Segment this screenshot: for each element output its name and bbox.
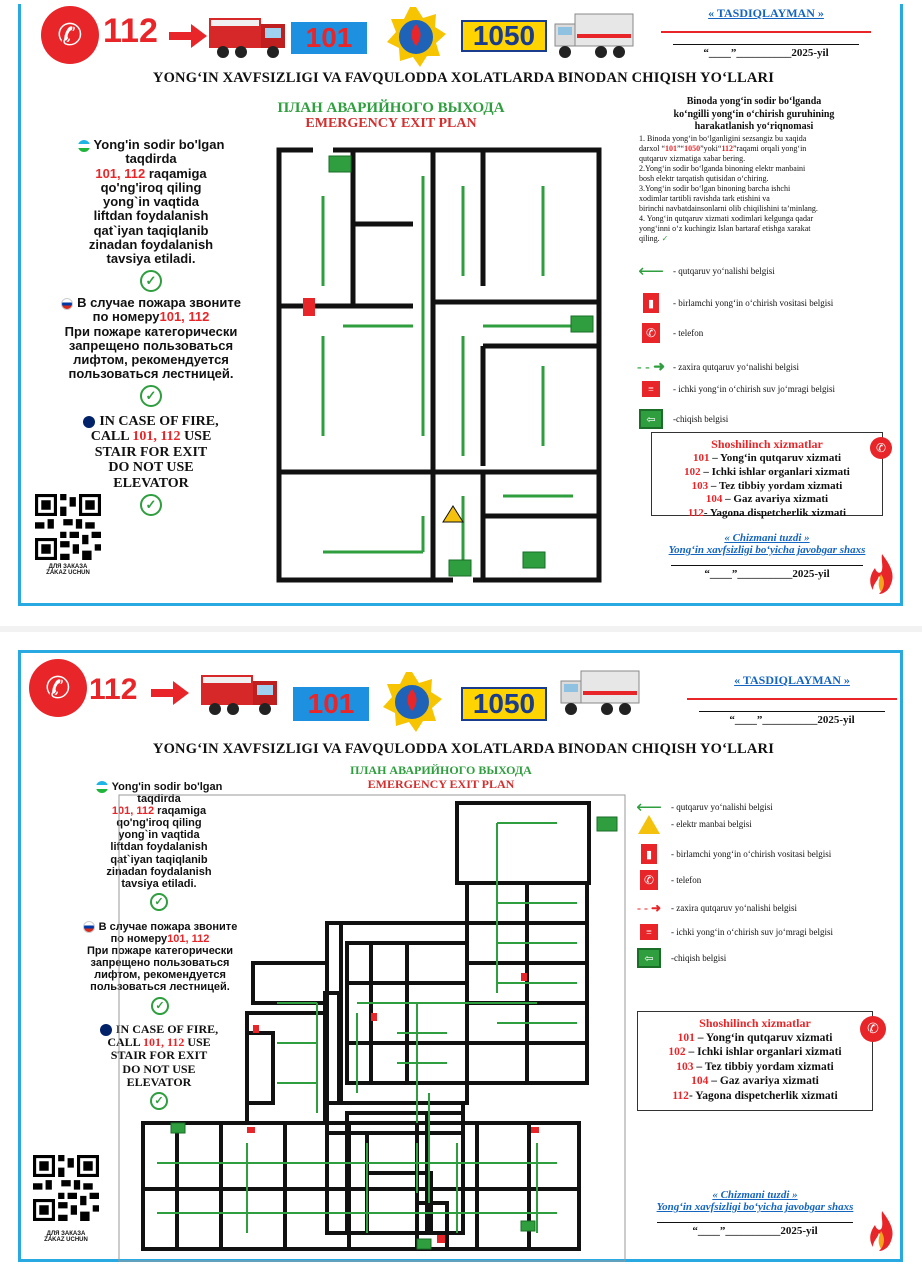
instruction-line: birinchi navbatdainsonlarni olib chiqilishini ta’minlang.	[639, 203, 818, 213]
phone-icon: ✆	[860, 1016, 886, 1042]
instructions-block	[639, 96, 869, 244]
uz-line: taqdirda	[125, 151, 177, 167]
telephone-icon: ✆	[637, 869, 661, 891]
instruction-line: qutqaruv xizmatiga xabar bering.	[639, 153, 746, 163]
extinguisher-icon: ▮	[639, 292, 663, 314]
instruction-line: darxol “	[639, 143, 665, 153]
russian-flag-icon	[61, 298, 73, 310]
uzbek-flag-icon	[78, 140, 90, 152]
emergency-code: 112	[687, 507, 704, 519]
emergency-row	[646, 1074, 864, 1088]
emergency-row	[660, 466, 874, 480]
en-line: STAIR FOR EXIT	[94, 444, 208, 460]
qr-caption-1: ДЛЯ ЗАКАЗА	[46, 1231, 86, 1237]
emergency-title: Shoshilinch xizmatlar	[711, 437, 823, 451]
uz-line: zinadan foydalanish	[106, 865, 212, 878]
instruction-line: qiling.	[639, 233, 660, 243]
emergency-text: - Yagona dispetcherlik xizmati	[688, 1089, 838, 1102]
number-1050-box: 1050	[461, 20, 547, 52]
approve-date: “____”__________2025-yil	[703, 47, 829, 59]
approve-title: « TASDIQLAYMAN »	[708, 6, 824, 20]
legend-extinguisher	[637, 843, 831, 865]
qr-code-icon	[35, 494, 101, 560]
uz-line: taqdirda	[137, 793, 181, 806]
check-icon: ✓	[150, 893, 168, 911]
emergency-text: – Tez tibbiy yordam xizmati	[693, 1060, 834, 1073]
legend-telephone	[639, 322, 703, 344]
emergency-code: 101	[692, 452, 710, 464]
uz-line: qo'ng'iroq qiling	[100, 179, 202, 195]
emergency-row	[646, 1089, 864, 1103]
en-line: IN CASE OF FIRE,	[99, 414, 219, 429]
legend-evac	[639, 260, 775, 282]
instruction-line: 2.Yong‘in sodir bo‘lganda binoning elektr manbaini	[639, 163, 806, 173]
qr-code-icon	[33, 1155, 99, 1221]
legend-label: - zaxira qutqaruv yo‘nalishi belgisi	[671, 903, 797, 913]
emergency-row	[660, 493, 874, 507]
emergency-code: 101	[677, 1032, 695, 1044]
number-101-box: 101	[293, 687, 369, 721]
uz-line: raqamiga	[154, 805, 207, 818]
ru-line: по номеру	[110, 933, 168, 946]
ru-numbers: 101, 112	[167, 933, 210, 946]
en-line: USE	[180, 429, 212, 445]
number-112: 112	[103, 12, 158, 50]
phone-icon: ✆	[41, 6, 99, 64]
en-line: DO NOT USE	[108, 460, 194, 476]
red-arrow-icon	[151, 689, 175, 697]
emergency-row	[646, 1060, 864, 1074]
rescue-truck-icon	[553, 10, 635, 62]
ru-line: запрещено пользоваться	[90, 957, 230, 970]
drawn-by-subtitle: Yong‘in xavfsizligi bo‘yicha javobgar shaxs	[656, 1201, 854, 1213]
uz-line: raqamiga	[145, 165, 207, 181]
number-112: 112	[89, 673, 138, 706]
drawn-by-date: “____”__________2025-yil	[704, 568, 830, 580]
poster-panel-2	[18, 650, 903, 1262]
russian-instructions	[39, 296, 263, 407]
emergency-text: – Ichki ishlar organlari xizmati	[685, 1046, 842, 1059]
en-line: IN CASE OF FIRE,	[115, 1022, 219, 1036]
uz-line: qat`iyan taqiqlanib	[110, 853, 208, 866]
uz-line: Yong'in sodir bo'lgan	[111, 781, 223, 793]
ru-line: запрещено пользоваться	[68, 337, 234, 353]
floor-plan-1	[273, 136, 609, 601]
uz-line: yong`in vaqtida	[102, 194, 200, 210]
uz-line: liftdan foydalanish	[93, 208, 209, 224]
emergency-code: 104	[705, 493, 723, 506]
instruction-line: ”yoki“	[700, 143, 722, 153]
emergency-text: – Gaz avariya xizmati	[708, 1075, 819, 1088]
plan-title-ru: ПЛАН АВАРИЙНОГО ВЫХОДА	[350, 763, 532, 777]
instruction-number: 101	[665, 143, 677, 153]
emergency-text: - Yagona dispetcherlik xizmati	[703, 507, 847, 519]
legend-label: -chiqish belgisi	[671, 953, 727, 963]
number-1050-box: 1050	[461, 687, 547, 721]
check-icon: ✓	[150, 1092, 168, 1110]
emergency-services-box	[651, 432, 887, 519]
en-line: ELEVATOR	[113, 475, 189, 491]
legend-electric	[637, 813, 752, 835]
electric-hazard-icon	[637, 813, 661, 835]
emergency-text: – Yong‘in qutqaruv xizmati	[694, 1032, 833, 1044]
qr-caption	[31, 1231, 101, 1243]
legend-label: - birlamchi yong‘in o‘chirish vositasi belgisi	[673, 298, 834, 308]
legend-label: - ichki yong‘in o‘chirish suv jo‘mragi belgisi	[673, 384, 835, 394]
drawn-by-subtitle: Yong‘in xavfsizligi bo‘yicha javobgar shaxs	[668, 544, 866, 556]
uz-line: zinadan foydalanish	[88, 237, 214, 253]
uz-line: tavsiya etiladi.	[106, 251, 196, 267]
instructions-title: Binoda yong‘in sodir bo‘lganda	[686, 96, 822, 107]
check-icon: ✓	[151, 997, 169, 1015]
emergency-code: 102	[668, 1046, 686, 1059]
instruction-line: ”raqami orqali yong‘in	[733, 143, 807, 153]
hydrant-icon: ≡	[637, 921, 661, 943]
ru-line: В случае пожара звоните	[77, 295, 241, 310]
emergency-title: Shoshilinch xizmatlar	[699, 1016, 811, 1030]
drawn-by-date: “____”__________2025-yil	[692, 1225, 818, 1237]
instruction-line: ”“	[677, 143, 685, 153]
green-arrow-icon: ⟵	[638, 260, 664, 281]
emergency-text: – Gaz avariya xizmati	[722, 493, 829, 506]
en-line: CALL	[107, 1035, 143, 1050]
emblem-icon	[381, 671, 443, 733]
legend-reserve	[636, 356, 799, 378]
extinguisher-icon: ▮	[637, 843, 661, 865]
signature-line	[657, 1215, 853, 1223]
emergency-code: 112	[672, 1089, 689, 1102]
instruction-number: 1050	[684, 143, 701, 153]
legend-reserve	[637, 897, 797, 919]
flame-logo-icon	[867, 552, 897, 596]
legend-exit	[637, 947, 726, 969]
main-title: YONG‘IN XAVFSIZLIGI VA FAVQULODDA XOLATLARDA BINODAN CHIQISH YO‘LLARI	[152, 70, 775, 86]
emblem-icon	[385, 6, 447, 68]
instruction-line: 1. Binoda yong‘in bo‘lganligini sezsangiz bu xaqida	[639, 133, 807, 143]
emergency-row	[660, 480, 874, 494]
emergency-text: – Tez tibbiy yordam xizmati	[708, 479, 843, 492]
check-icon: ✓	[140, 270, 162, 292]
ru-line: лифтом, рекомендуется	[94, 969, 226, 982]
legend-label: - elektr manbai belgisi	[671, 819, 752, 829]
emergency-code: 103	[676, 1060, 694, 1073]
uz-line: qat`iyan taqiqlanib	[93, 222, 209, 238]
emergency-row	[646, 1045, 864, 1059]
qr-caption	[33, 564, 103, 576]
qr-caption-1: ДЛЯ ЗАКАЗА	[48, 564, 88, 570]
emergency-code: 104	[691, 1075, 709, 1088]
emergency-text: – Yong‘in qutqaruv xizmati	[709, 452, 842, 464]
fire-truck-icon	[199, 667, 281, 717]
legend-label: - qutqaruv yo‘nalishi belgisi	[673, 266, 775, 276]
poster-panel-1	[18, 4, 903, 606]
en-line: USE	[184, 1035, 211, 1050]
green-arrow-icon: ⟵	[636, 796, 662, 817]
approval-block	[661, 6, 871, 59]
legend-label: - zaxira qutqaruv yo‘nalishi belgisi	[673, 362, 799, 372]
legend-label: -chiqish belgisi	[673, 414, 729, 424]
legend-hydrant	[639, 378, 835, 400]
instruction-line: xodimlar tartibli ravishda tark etishini va	[639, 193, 770, 203]
drawn-by-title: « Chizmani tuzdi »	[724, 532, 810, 544]
exit-sign-icon: ⇦	[637, 947, 661, 969]
phone-icon: ✆	[870, 437, 892, 459]
legend-label: - qutqaruv yo‘nalishi belgisi	[671, 802, 773, 812]
uzbek-instructions	[41, 138, 261, 292]
ru-line: по номеру	[92, 309, 160, 325]
drawn-by-block	[651, 532, 883, 580]
reserve-arrow-icon: - - ➜	[636, 359, 666, 375]
rescue-truck-icon	[559, 667, 641, 719]
legend-evac	[636, 796, 773, 817]
drawn-by-block	[637, 1189, 873, 1237]
emergency-row	[660, 507, 874, 521]
floor-plan-2	[117, 793, 627, 1263]
ru-numbers: 101, 112	[159, 309, 210, 325]
uz-line: Yong'in sodir bo'lgan	[93, 137, 225, 152]
legend-label: - telefon	[673, 328, 704, 338]
plan-title-en: EMERGENCY EXIT PLAN	[367, 777, 515, 791]
flame-logo-icon	[867, 1209, 897, 1253]
qr-caption-2: ZAKAZ UCHUN	[44, 1237, 88, 1243]
uz-line: qo'ng'iroq qiling	[116, 817, 202, 830]
legend-exit	[639, 408, 728, 430]
signature-line	[687, 690, 897, 700]
uz-line: yong`in vaqtida	[118, 829, 200, 842]
ru-line: пользоваться лестницей.	[90, 981, 230, 994]
approve-title: « TASDIQLAYMAN »	[734, 673, 850, 687]
instructions-title: ko‘ngilli yong‘in o‘chirish guruhining	[673, 108, 835, 120]
red-arrow-icon	[169, 32, 193, 40]
main-title: YONG‘IN XAVFSIZLIGI VA FAVQULODDA XOLATLARDA BINODAN CHIQISH YO‘LLARI	[152, 741, 775, 757]
legend-label: - ichki yong‘in o‘chirish suv jo‘mragi belgisi	[671, 927, 833, 937]
instructions-title: harakatlanish yo‘riqnomasi	[694, 121, 814, 132]
en-line: DO NOT USE	[122, 1061, 196, 1076]
drawn-by-title: « Chizmani tuzdi »	[712, 1189, 798, 1201]
signature-line	[671, 558, 863, 566]
en-line: STAIR FOR EXIT	[110, 1048, 208, 1063]
plan-title-ru: ПЛАН АВАРИЙНОГО ВЫХОДА	[277, 100, 505, 116]
emergency-row	[660, 452, 874, 466]
emergency-text: – Ichki ishlar organlari xizmati	[700, 465, 850, 478]
russian-flag-icon	[83, 921, 95, 933]
signature-line	[673, 35, 859, 45]
number-101-box: 101	[291, 22, 367, 54]
en-line: ELEVATOR	[126, 1074, 192, 1089]
instruction-line: 4. Yong‘in qutqaruv xizmati xodimlari kelgunga qadar	[639, 213, 814, 223]
en-numbers: 101, 112	[143, 1035, 185, 1050]
uk-flag-icon	[83, 416, 95, 428]
ru-line: При пожаре категорически	[64, 323, 238, 339]
legend-label: - telefon	[671, 875, 702, 885]
ru-line: При пожаре категорически	[86, 945, 234, 958]
fire-truck-icon	[207, 10, 289, 60]
uzbek-flag-icon	[96, 781, 108, 793]
approve-date: “____”__________2025-yil	[729, 714, 855, 726]
check-icon: ✓	[661, 233, 669, 243]
panel-divider	[0, 626, 922, 632]
en-numbers: 101, 112	[132, 429, 181, 445]
emergency-services-box	[637, 1011, 879, 1111]
emergency-code: 102	[684, 465, 701, 478]
approval-block	[687, 673, 897, 726]
signature-line	[699, 702, 885, 712]
reserve-arrow-icon: - - ➜	[636, 900, 662, 915]
en-line: CALL	[90, 429, 133, 445]
instruction-number: 112	[721, 143, 733, 153]
emergency-row	[646, 1031, 864, 1045]
check-icon: ✓	[140, 385, 162, 407]
ru-line: лифтом, рекомендуется	[73, 352, 229, 368]
instruction-line: bosh elektr tarqatish qutisidan o‘chiring.	[639, 173, 769, 183]
emergency-code: 103	[691, 479, 709, 492]
uz-numbers: 101, 112	[95, 165, 146, 181]
uz-numbers: 101, 112	[111, 805, 155, 818]
signature-line	[661, 23, 871, 33]
hydrant-icon: ≡	[639, 378, 663, 400]
ru-line: пользоваться лестницей.	[68, 366, 234, 382]
legend-label: - birlamchi yong‘in o‘chirish vositasi belgisi	[671, 849, 832, 859]
qr-caption-2: ZAKAZ UCHUN	[46, 570, 90, 576]
check-icon: ✓	[140, 494, 162, 516]
legend-telephone	[637, 869, 701, 891]
legend-extinguisher	[639, 292, 833, 314]
uz-line: tavsiya etiladi.	[121, 877, 197, 890]
ru-line: В случае пожара звоните	[98, 921, 238, 933]
instruction-line: 3.Yong‘in sodir bo‘lgan binoning barcha ishchi	[639, 183, 791, 193]
uz-line: liftdan foydalanish	[110, 841, 208, 854]
plan-title-en: EMERGENCY EXIT PLAN	[305, 116, 477, 131]
exit-sign-icon: ⇦	[639, 408, 663, 430]
telephone-icon: ✆	[639, 322, 663, 344]
phone-icon: ✆	[29, 659, 87, 717]
instruction-line: yong‘inni o‘z kuchingiz Islan bartaraf etishga xarakat	[639, 223, 811, 233]
legend-hydrant	[637, 921, 833, 943]
